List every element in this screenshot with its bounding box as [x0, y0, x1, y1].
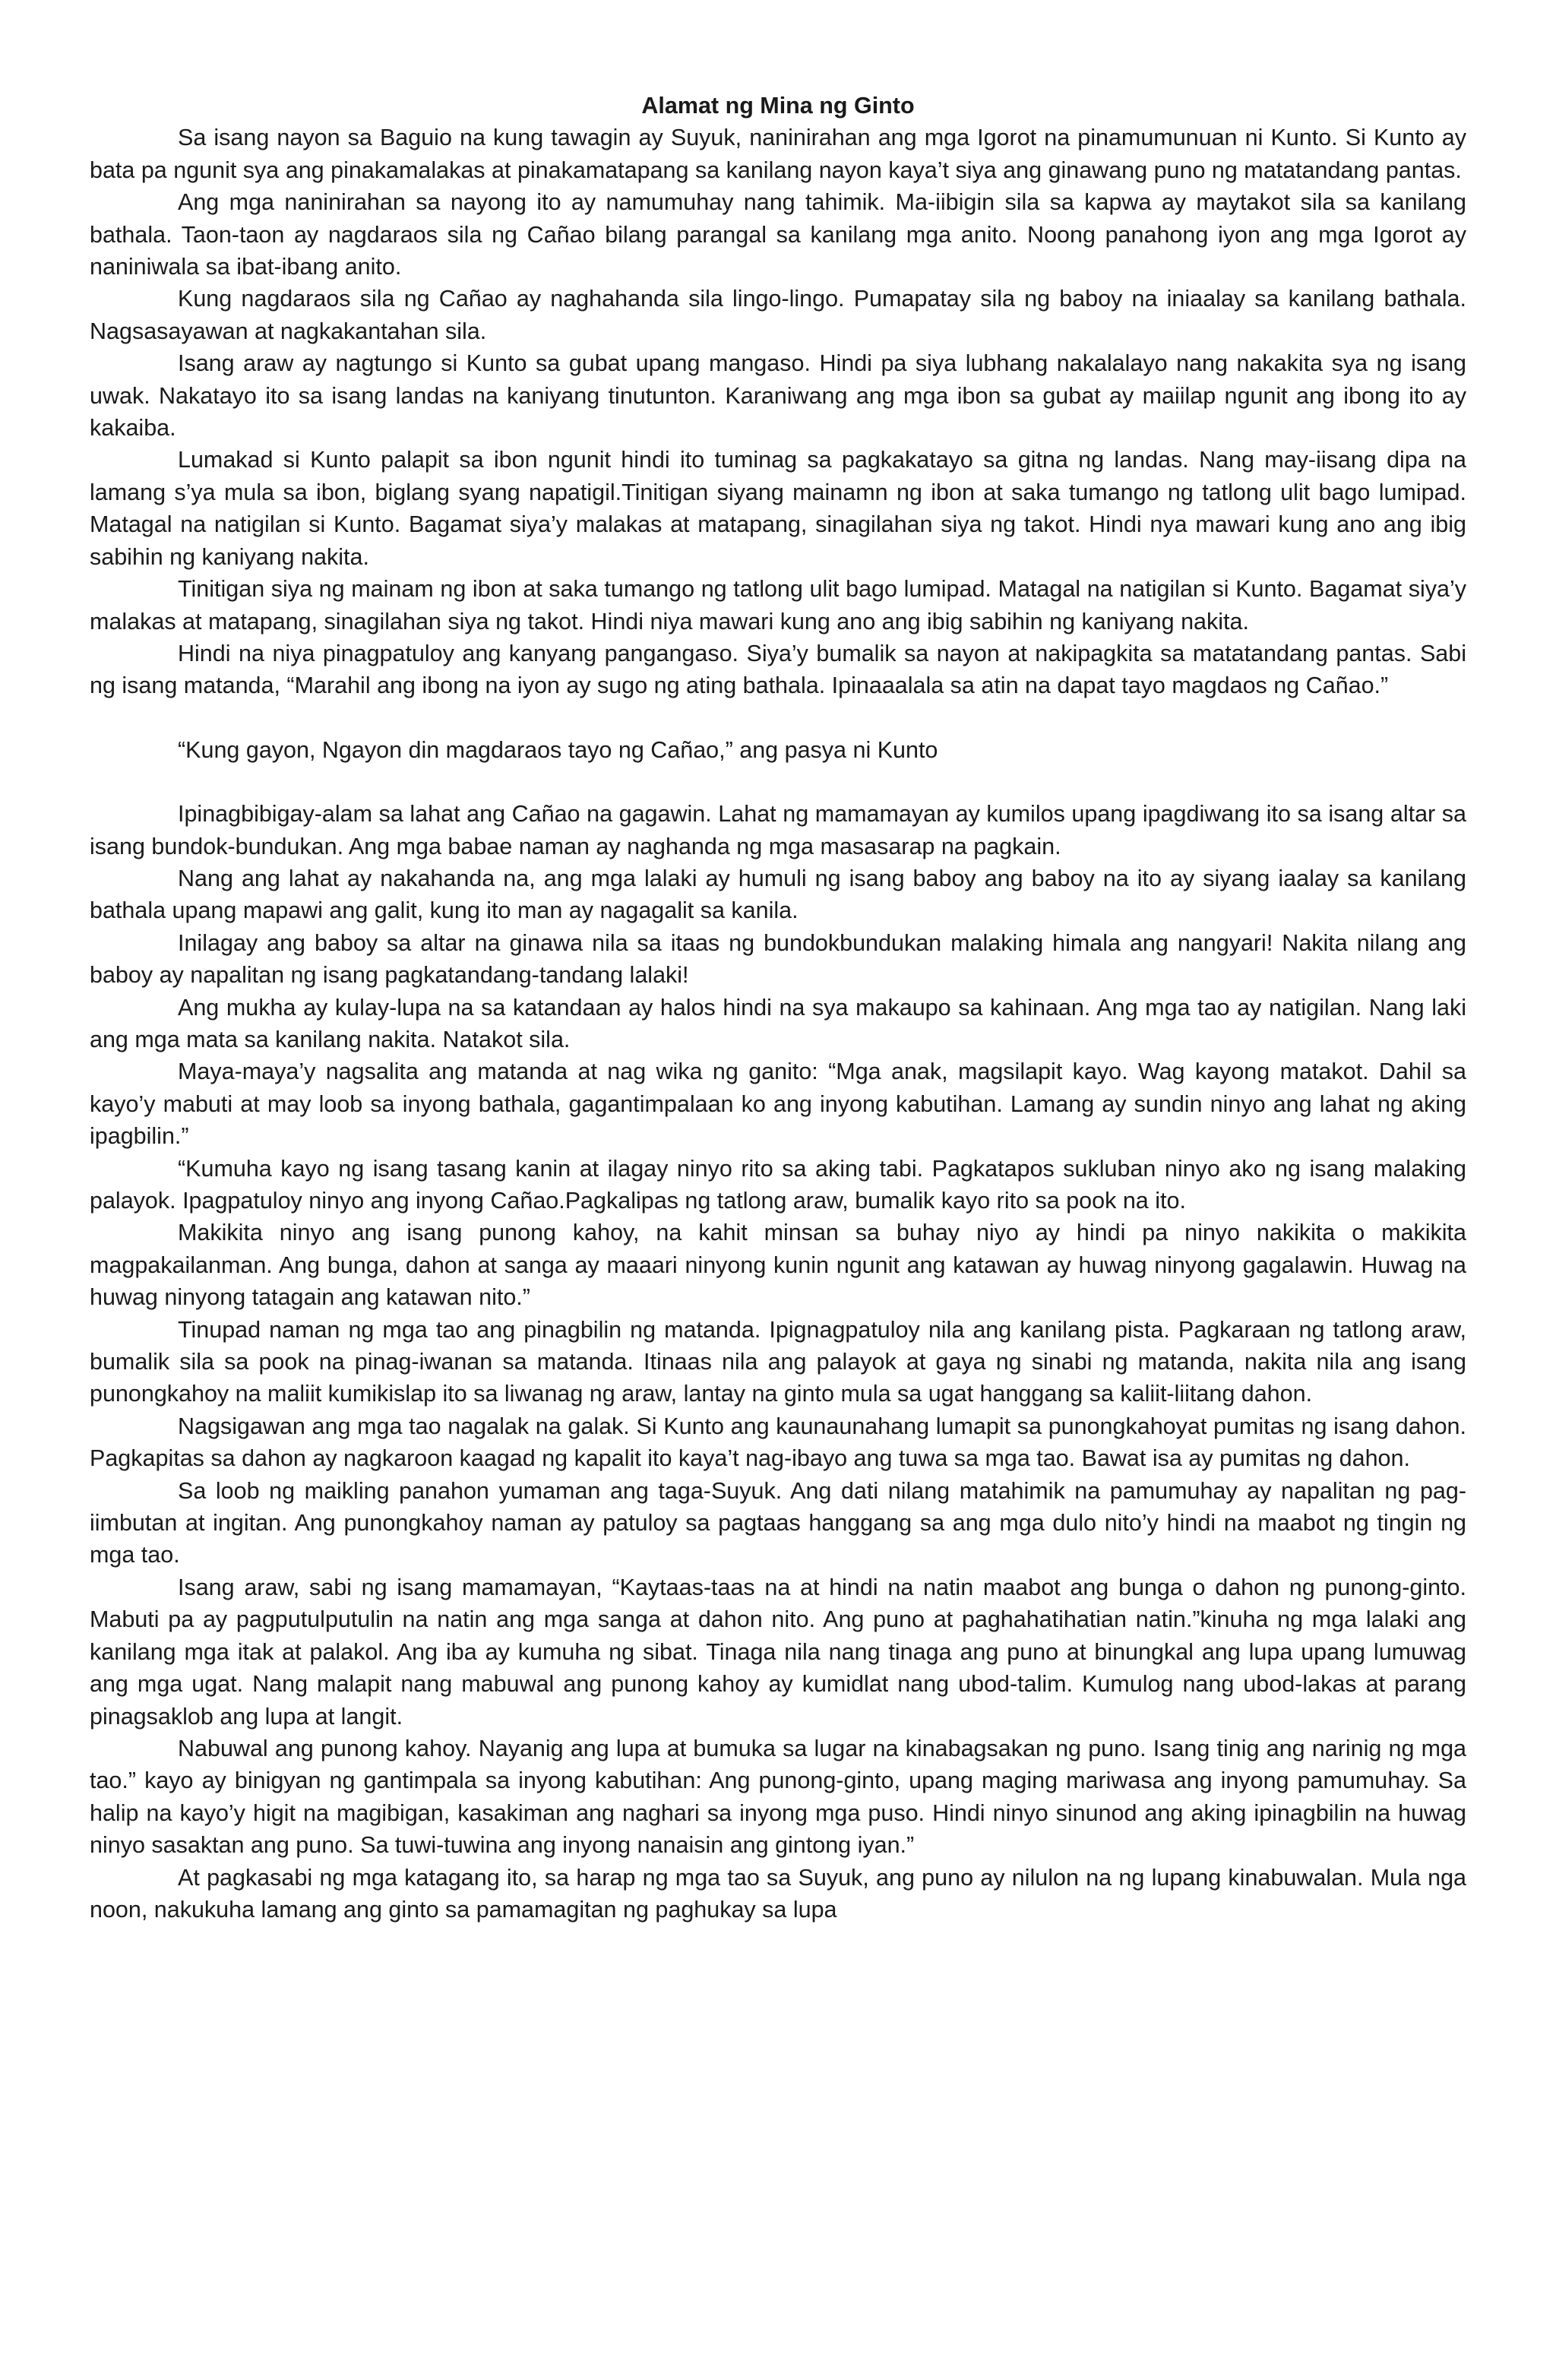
- paragraph: Lumakad si Kunto palapit sa ibon ngunit hindi ito tuminag sa pagkakatayo sa gitna ng landas. Nang may-iisang dipa na lamang s’ya mula sa ibon, biglang syang napatigil.Tinitigan siyang mainamn ng ibon at saka tumango ng tatlong ulit bago lumipad. Matagal na natigilan si Kunto. Bagamat siya’y malakas at matapang, sinagilahan siya ng takot. Hindi nya mawari kung ano ang ibig sabihin ng kaniyang nakita.: [90, 447, 1466, 570]
- paragraph: Tinupad naman ng mga tao ang pinagbilin ng matanda. Ipignagpatuloy nila ang kanilang pista. Pagkaraan ng tatlong araw, bumalik sila sa pook na pinag-iwanan sa matanda. Itinaas nila ang palayok at gaya ng sinabi ng matanda, nakita nila ang isang punongkahoy na maliit kumikislap ito sa liwanag ng araw, lantay na ginto mula sa ugat hanggang sa kaliit-liitang dahon.: [90, 1316, 1466, 1407]
- paragraph: Nabuwal ang punong kahoy. Nayanig ang lupa at bumuka sa lugar na kinabagsakan ng puno. Isang tinig ang narinig ng mga tao.” kayo ay binigyan ng gantimpala sa inyong kabutihan: Ang punong-ginto, upang maging mariwasa ang inyong pamumuhay. Sa halip na kayo’y higit na magibigan, kasakiman ang naghari sa inyong mga puso. Hindi ninyo sinunod ang aking ipinagbilin na huwag ninyo sasaktan ang puno. Sa tuwi-tuwina ang inyong nanaisin ang gintong iyan.”: [90, 1735, 1466, 1859]
- kunto-quote: “Kung gayon, Ngayon din magdaraos tayo ng Cañao,” ang pasya ni Kunto: [178, 736, 938, 763]
- paragraph: Ipinagbibigay-alam sa lahat ang Cañao na gagawin. Lahat ng mamamayan ay kumilos upang ipagdiwang ito sa isang altar sa isang bundok-bundukan. Ang mga babae naman ay naghanda ng mga masasarap na pagkain.: [90, 801, 1466, 859]
- paragraph: Isang araw, sabi ng isang mamamayan, “Kaytaas-taas na at hindi na natin maabot ang bunga o dahon ng punong-ginto. Mabuti pa ay pagputulputulin na natin ang mga sanga at dahon nito. Ang puno at paghahatihatian natin.”kinuha ng mga lalaki ang kanilang mga itak at palakol. Ang iba ay kumuha ng sibat. Tinaga nila nang tinaga ang puno at binungkal ang lupa upang lumuwag ang mga ugat. Nang malapit nang mabuwal ang punong kahoy ay kumidlat nang ubod-talim. Kumulog nang ubod-lakas at parang pinagsaklob ang lupa at langit.: [90, 1574, 1466, 1730]
- paragraph: Tinitigan siya ng mainam ng ibon at saka tumango ng tatlong ulit bago lumipad. Matagal na natigilan si Kunto. Bagamat siya’y malakas at matapang, sinagilahan siya ng takot. Hindi niya mawari kung ano ang ibig sabihin ng kaniyang nakita.: [90, 576, 1466, 635]
- paragraph: Inilagay ang baboy sa altar na ginawa nila sa itaas ng bundokbundukan malaking himala ang nangyari! Nakita nilang ang baboy ay napalitan ng isang pagkatandang-tandang lalaki!: [90, 929, 1466, 989]
- paragraph: Hindi na niya pinagpatuloy ang kanyang pangangaso. Siya’y bumalik sa nayon at nakipagkita sa matatandang pantas. Sabi ng isang matanda, “Marahil ang ibong na iyon ay sugo ng ating bathala. Ipinaaalala sa atin na dapat tayo magdaos ng Cañao.”: [90, 640, 1466, 699]
- paragraph: Sa loob ng maikling panahon yumaman ang taga-Suyuk. Ang dati nilang matahimik na pamumuhay ay napalitan ng pag-iimbutan at ingitan. Ang punongkahoy naman ay patuloy sa pagtaas hanggang sa ang mga dulo nito’y hindi na maabot ng tingin ng mga tao.: [90, 1477, 1466, 1568]
- paragraph: Nang ang lahat ay nakahanda na, ang mga lalaki ay humuli ng isang baboy ang baboy na ito ay siyang iaalay sa kanilang bathala upang mapawi ang galit, kung ito man ay nagagalit sa kanila.: [90, 865, 1466, 924]
- document-title: Alamat ng Mina ng Ginto: [641, 93, 915, 119]
- paragraph: Sa isang nayon sa Baguio na kung tawagin ay Suyuk, naninirahan ang mga Igorot na pinamumunuan ni Kunto. Si Kunto ay bata pa ngunit sya ang pinakamalakas at pinakamatapang sa kanilang nayon kaya’t siya ang ginawang puno ng matatandang pantas.: [90, 125, 1466, 183]
- paragraph: Ang mga naninirahan sa nayong ito ay namumuhay nang tahimik. Ma-iibigin sila sa kapwa ay maytakot sila sa kanilang bathala. Taon-taon ay nagdaraos sila ng Cañao bilang parangal sa kanilang mga anito. Noong panahong iyon ang mga Igorot ay naniniwala sa ibat-ibang anito.: [90, 189, 1466, 280]
- paragraph: Maya-maya’y nagsalita ang matanda at nag wika ng ganito: “Mga anak, magsilapit kayo. Wag kayong matakot. Dahil sa kayo’y mabuti at may loob sa inyong bathala, gagantimpalaan ko ang inyong kabutihan. Lamang ay sundin ninyo ang lahat ng aking ipagbilin.”: [90, 1059, 1466, 1150]
- paragraph: Nagsigawan ang mga tao nagalak na galak. Si Kunto ang kaunaunahang lumapit sa punongkahoyat pumitas ng isang dahon. Pagkapitas sa dahon ay nagkaroon kaagad ng kapalit ito kaya’t nag-ibayo ang tuwa sa mga tao. Bawat isa ay pumitas ng dahon.: [90, 1413, 1466, 1472]
- paragraph: Ang mukha ay kulay-lupa na sa katandaan ay halos hindi na sya makaupo sa kahinaan. Ang mga tao ay natigilan. Nang laki ang mga mata sa kanilang nakita. Natakot sila.: [90, 994, 1466, 1052]
- paragraph: Isang araw ay nagtungo si Kunto sa gubat upang mangaso. Hindi pa siya lubhang nakalalayo nang nakakita sya ng isang uwak. Nakatayo ito sa isang landas na kaniyang tinutunton. Karaniwang ang mga ibon sa gubat ay maiilap ngunit ang ibong ito ay kakaiba.: [90, 350, 1466, 442]
- paragraph: At pagkasabi ng mga katagang ito, sa harap ng mga tao sa Suyuk, ang puno ay nilulon na ng lupang kinabuwalan. Mula nga noon, nakukuha lamang ang ginto sa pamamagitan ng paghukay sa lupa: [90, 1864, 1466, 1923]
- paragraph: “Kumuha kayo ng isang tasang kanin at ilagay ninyo rito sa aking tabi. Pagkatapos sukluban ninyo ako ng isang malaking palayok. Ipagpatuloy ninyo ang inyong Cañao.Pagkalipas ng tatlong araw, bumalik kayo rito sa pook na ito.: [90, 1155, 1466, 1214]
- paragraph: Makikita ninyo ang isang punong kahoy, na kahit minsan sa buhay niyo ay hindi pa ninyo nakikita o makikita magpakailanman. Ang bunga, dahon at sanga ay maaari ninyong kunin ngunit ang katawan ay huwag ninyong gagalawin. Huwag na huwag ninyong tatagain ang katawan nito.”: [90, 1220, 1466, 1311]
- paragraph: Kung nagdaraos sila ng Cañao ay naghahanda sila lingo-lingo. Pumapatay sila ng baboy na iniaalay sa kanilang bathala. Nagsasayawan at nagkakantahan sila.: [90, 286, 1466, 344]
